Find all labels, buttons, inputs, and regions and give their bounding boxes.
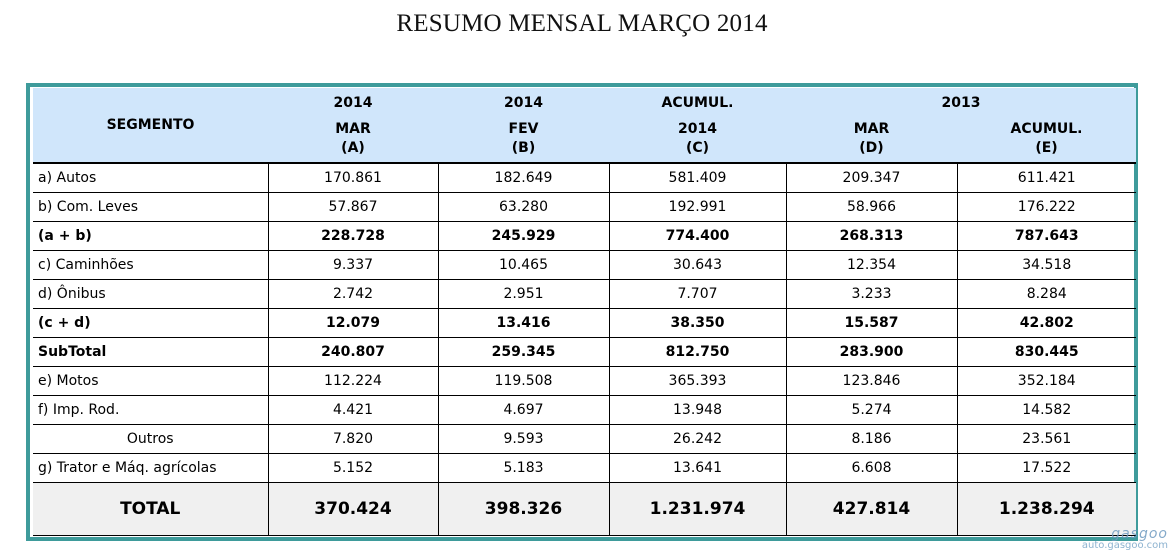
header-year-2013: 2013: [786, 88, 1136, 118]
table-cell: 2.951: [438, 280, 609, 309]
table-cell: 63.280: [438, 193, 609, 222]
table-cell: 787.643: [957, 222, 1136, 251]
row-label: d) Ônibus: [33, 280, 268, 309]
table-row: [33, 367, 1136, 396]
table-cell: 4.421: [268, 396, 438, 425]
table-cell: 365.393: [609, 367, 786, 396]
table-cell: 283.900: [786, 338, 957, 367]
total-cell: 1.231.974: [609, 483, 786, 536]
table-row-subtotal: [33, 222, 1136, 251]
table-cell: 119.508: [438, 367, 609, 396]
table-cell: 26.242: [609, 425, 786, 454]
table-cell: 13.641: [609, 454, 786, 483]
watermark: [1081, 526, 1168, 551]
table-row: [33, 280, 1136, 309]
table-row: [33, 425, 1136, 454]
row-label: SubTotal: [33, 338, 268, 367]
table-cell: 209.347: [786, 163, 957, 193]
table-cell: 259.345: [438, 338, 609, 367]
table-cell: 176.222: [957, 193, 1136, 222]
table-cell: 12.354: [786, 251, 957, 280]
table-cell: 3.233: [786, 280, 957, 309]
table-cell: 5.152: [268, 454, 438, 483]
table-cell: 830.445: [957, 338, 1136, 367]
table-cell: 5.183: [438, 454, 609, 483]
table-cell: 7.707: [609, 280, 786, 309]
header-year-a: 2014: [268, 88, 438, 118]
table-cell: 245.929: [438, 222, 609, 251]
table-cell: 14.582: [957, 396, 1136, 425]
header-col-c: 2014 (C): [609, 118, 786, 163]
table-cell: 58.966: [786, 193, 957, 222]
total-cell: 427.814: [786, 483, 957, 536]
table-cell: 15.587: [786, 309, 957, 338]
page-title: RESUMO MENSAL MARÇO 2014: [396, 10, 768, 37]
row-label: (a + b): [33, 222, 268, 251]
total-cell: 398.326: [438, 483, 609, 536]
total-cell: 370.424: [268, 483, 438, 536]
table-cell: 5.274: [786, 396, 957, 425]
table-row-subtotal: [33, 338, 1136, 367]
row-label: b) Com. Leves: [33, 193, 268, 222]
header-year-b: 2014: [438, 88, 609, 118]
table-cell: 240.807: [268, 338, 438, 367]
watermark-logo: gasgoo: [1111, 526, 1168, 542]
table-cell: 12.079: [268, 309, 438, 338]
header-acumul-c: ACUMUL.: [609, 88, 786, 118]
table-cell: 4.697: [438, 396, 609, 425]
header-segment: SEGMENTO: [33, 88, 268, 163]
table-row: [33, 163, 1136, 193]
table-cell: 23.561: [957, 425, 1136, 454]
header-col-d: MAR (D): [786, 118, 957, 163]
row-label: c) Caminhões: [33, 251, 268, 280]
total-cell: 1.238.294: [957, 483, 1136, 536]
table-cell: 8.284: [957, 280, 1136, 309]
table-cell: 38.350: [609, 309, 786, 338]
table-cell: 123.846: [786, 367, 957, 396]
row-label: Outros: [33, 425, 268, 454]
table-cell: 268.313: [786, 222, 957, 251]
row-label: g) Trator e Máq. agrícolas: [33, 454, 268, 483]
table-row: [33, 251, 1136, 280]
table-cell: 352.184: [957, 367, 1136, 396]
header-col-b: FEV (B): [438, 118, 609, 163]
table-cell: 9.337: [268, 251, 438, 280]
row-label: f) Imp. Rod.: [33, 396, 268, 425]
summary-table: [33, 88, 1136, 536]
table-cell: 7.820: [268, 425, 438, 454]
table-cell: 2.742: [268, 280, 438, 309]
header-col-a: MAR (A): [268, 118, 438, 163]
table-cell: 228.728: [268, 222, 438, 251]
table-cell: 192.991: [609, 193, 786, 222]
header-row-year: [33, 88, 1136, 118]
table-cell: 812.750: [609, 338, 786, 367]
table-cell: 611.421: [957, 163, 1136, 193]
table-cell: 6.608: [786, 454, 957, 483]
total-label: TOTAL: [33, 483, 268, 536]
table-cell: 170.861: [268, 163, 438, 193]
row-label: (c + d): [33, 309, 268, 338]
table-cell: 8.186: [786, 425, 957, 454]
table-cell: 182.649: [438, 163, 609, 193]
table-row: [33, 396, 1136, 425]
table-row: [33, 193, 1136, 222]
table-cell: 581.409: [609, 163, 786, 193]
table-cell: 42.802: [957, 309, 1136, 338]
watermark-url: auto.gasgoo.com: [1081, 540, 1168, 551]
table-cell: 13.948: [609, 396, 786, 425]
row-label: e) Motos: [33, 367, 268, 396]
table-cell: 30.643: [609, 251, 786, 280]
table-cell: 57.867: [268, 193, 438, 222]
header-col-e: ACUMUL. (E): [957, 118, 1136, 163]
table-cell: 9.593: [438, 425, 609, 454]
table-cell: 34.518: [957, 251, 1136, 280]
table-row: [33, 454, 1136, 483]
table-cell: 13.416: [438, 309, 609, 338]
table-cell: 17.522: [957, 454, 1136, 483]
table-cell: 774.400: [609, 222, 786, 251]
table-cell: 10.465: [438, 251, 609, 280]
table-cell: 112.224: [268, 367, 438, 396]
table-row-subtotal: [33, 309, 1136, 338]
summary-table-frame: [26, 83, 1138, 541]
row-label: a) Autos: [33, 163, 268, 193]
table-row-total: [33, 483, 1136, 536]
